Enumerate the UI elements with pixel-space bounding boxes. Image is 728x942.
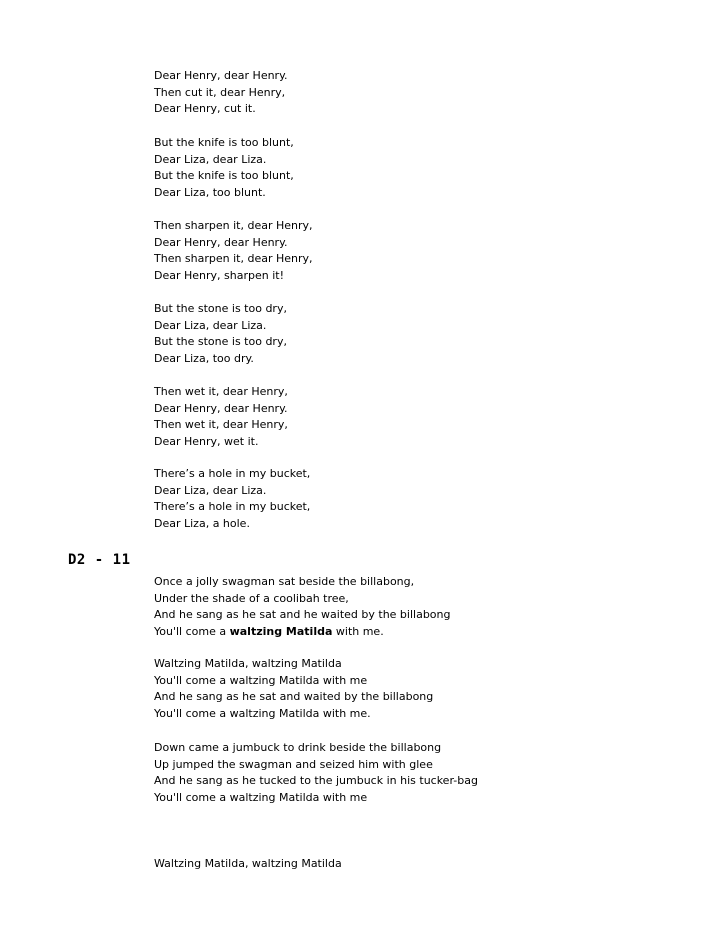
lyric-line: Waltzing Matilda, waltzing Matilda bbox=[154, 657, 342, 670]
emphasized-title: waltzing Matilda bbox=[229, 624, 333, 638]
stanza-1 bbox=[154, 68, 288, 118]
lyric-line: There’s a hole in my bucket, bbox=[154, 500, 311, 514]
song2-stanza-3 bbox=[154, 740, 478, 806]
stanza-6 bbox=[154, 466, 310, 532]
lyric-line: You'll come a waltzing Matilda with me. bbox=[154, 706, 371, 720]
stanza-4 bbox=[154, 301, 287, 367]
lyric-line: And he sang as he sat and waited by the billabong bbox=[154, 690, 434, 704]
lyric-suffix: with me. bbox=[332, 624, 384, 638]
lyric-line: And he sang as he sat and he waited by the billabong bbox=[154, 608, 451, 622]
lyric-line: Dear Henry, dear Henry. bbox=[154, 235, 288, 249]
section-heading: D2 - 11 bbox=[68, 552, 131, 568]
lyric-line: Then wet it, dear Henry, bbox=[154, 385, 288, 398]
lyric-line: Down came a jumbuck to drink beside the billabong bbox=[154, 741, 442, 754]
lyric-line: Dear Henry, cut it. bbox=[154, 102, 256, 116]
lyric-line: Dear Henry, dear Henry. bbox=[154, 401, 288, 415]
song2-stanza-4 bbox=[154, 856, 342, 873]
lyric-line: But the stone is too dry, bbox=[154, 302, 287, 315]
song2-stanza-2 bbox=[154, 656, 433, 722]
song2-stanza-1 bbox=[154, 574, 451, 640]
lyric-line: Then sharpen it, dear Henry, bbox=[154, 219, 313, 232]
lyric-line: Dear Liza, too dry. bbox=[154, 351, 254, 365]
lyric-line: Dear Henry, wet it. bbox=[154, 434, 259, 448]
lyric-prefix: You'll come a bbox=[154, 624, 230, 638]
lyric-line: Dear Henry, sharpen it! bbox=[154, 268, 284, 282]
lyric-line: There’s a hole in my bucket, bbox=[154, 467, 311, 480]
lyric-line: Then cut it, dear Henry, bbox=[154, 85, 286, 99]
lyric-line: You'll come a waltzing Matilda with me bbox=[154, 673, 368, 687]
lyric-line: Waltzing Matilda, waltzing Matilda bbox=[154, 857, 342, 870]
lyric-line: Then sharpen it, dear Henry, bbox=[154, 252, 313, 266]
lyric-line: Dear Henry, dear Henry. bbox=[154, 69, 288, 82]
lyric-line-with-emphasis bbox=[154, 624, 451, 641]
lyric-line: Up jumped the swagman and seized him with glee bbox=[154, 757, 433, 771]
lyric-line: Once a jolly swagman sat beside the billabong, bbox=[154, 575, 415, 588]
lyric-line: But the stone is too dry, bbox=[154, 335, 287, 349]
lyric-line: And he sang as he tucked to the jumbuck in his tucker-bag bbox=[154, 774, 478, 788]
lyric-line: Dear Liza, dear Liza. bbox=[154, 152, 267, 166]
lyric-line: Dear Liza, dear Liza. bbox=[154, 318, 267, 332]
stanza-3 bbox=[154, 218, 313, 284]
stanza-2 bbox=[154, 135, 294, 201]
lyric-line: Dear Liza, dear Liza. bbox=[154, 483, 267, 497]
lyric-line: You'll come a waltzing Matilda with me bbox=[154, 790, 368, 804]
lyric-line: Then wet it, dear Henry, bbox=[154, 418, 288, 432]
lyric-line: But the knife is too blunt, bbox=[154, 136, 294, 149]
lyric-line: Dear Liza, too blunt. bbox=[154, 185, 266, 199]
lyric-line: Dear Liza, a hole. bbox=[154, 516, 250, 530]
stanza-5 bbox=[154, 384, 288, 450]
lyric-line: But the knife is too blunt, bbox=[154, 169, 294, 183]
lyric-line: Under the shade of a coolibah tree, bbox=[154, 591, 349, 605]
